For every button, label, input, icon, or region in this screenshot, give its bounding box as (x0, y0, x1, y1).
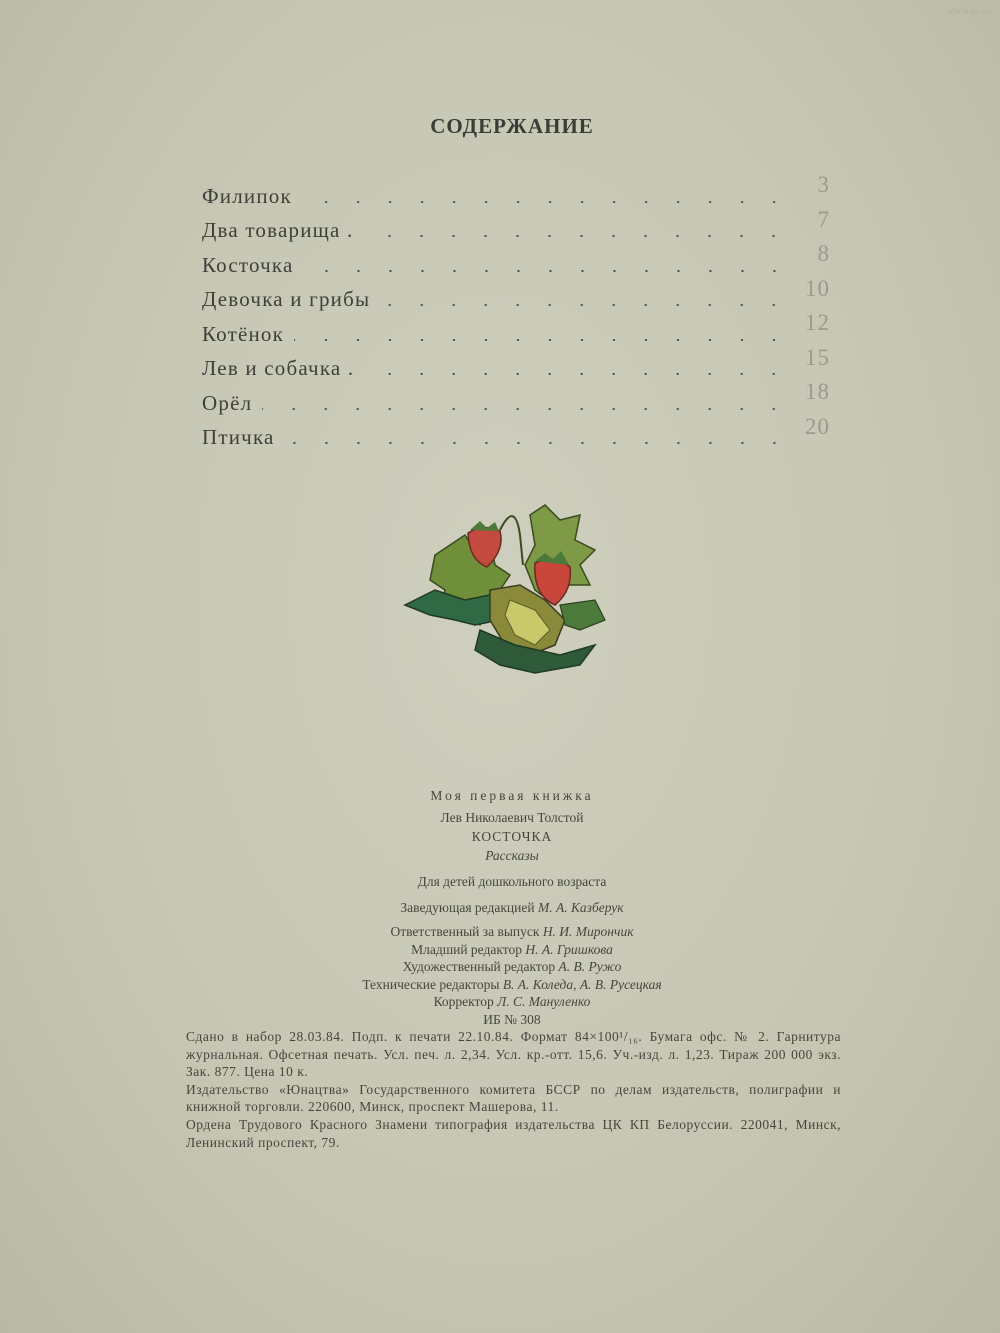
strawberry-illustration (395, 495, 620, 685)
toc-entry-page: 7 (817, 206, 830, 232)
publisher-info: Издательство «Юнацтва» Государственного комитета БССР по делам издательств, полиграфии и книжной торговли. 220600, Минск, проспект Машерова, 11. (186, 1081, 841, 1115)
staff-name: Н. И. Мирончик (542, 924, 634, 939)
dot-leader (304, 270, 790, 272)
toc-entry-title: Птичка (202, 425, 275, 449)
book-genre: Рассказы (485, 848, 539, 863)
dot-leader (294, 339, 790, 341)
toc-entry-page: 18 (805, 379, 830, 404)
staff-role: Ответственный за выпуск (390, 924, 540, 939)
publication-specs (186, 1028, 841, 1151)
toc-entry-title: Девочка и грибы (202, 287, 371, 311)
staff-entry (0, 941, 1000, 959)
author-name: Лев Николаевич Толстой (440, 810, 584, 825)
toc-entry-page: 8 (817, 241, 830, 266)
staff-role: Художественный редактор (402, 959, 556, 974)
toc-entry-title: Лев и собачка . (202, 356, 355, 380)
toc-entry-page: 10 (805, 275, 830, 301)
toc-entry-page: 15 (805, 344, 830, 370)
toc-entry (202, 241, 842, 282)
watermark: www.ay.by (947, 6, 992, 17)
staff-name: А. В. Ружо (558, 959, 622, 974)
toc-entry (202, 275, 842, 317)
editor-in-chief-name: М. А. Казберук (537, 900, 624, 915)
table-of-contents (202, 172, 842, 454)
print-specs: Сдано в набор 28.03.84. Подп. к печати 22.10.84. Формат 84×100¹/₁₆. Бумага офс. № 2. Гарнитура журнальная. Офсетная печать. Усл. печ. л. 2,34. Усл. кр.-отт. 15,6. Уч.-изд. л. 1,23. Тираж 200 000 экз. Зак. 877. Цена 10 к. (186, 1029, 841, 1080)
editor-in-chief-role: Заведующая редакцией (400, 900, 535, 915)
toc-entry (202, 379, 842, 420)
toc-entry (202, 413, 842, 455)
audience: Для детей дошкольного возраста (417, 874, 607, 889)
printer-info: Ордена Трудового Красного Знамени типография издательства ЦК КП Белоруссии. 220041, Минск, Ленинский проспект, 79. (186, 1116, 841, 1150)
toc-entry (202, 206, 842, 248)
toc-entry (202, 172, 842, 213)
toc-entry-page: 12 (805, 310, 830, 335)
toc-title: СОДЕРЖАНИЕ (430, 114, 594, 138)
staff-role: Корректор (433, 994, 494, 1009)
toc-entry-title: Орёл (202, 390, 253, 415)
dot-leader (364, 373, 790, 375)
editor-in-chief (0, 898, 1000, 917)
leaves (405, 505, 605, 673)
staff-list (0, 923, 1000, 1028)
dot-leader (285, 442, 790, 444)
toc-entry (202, 310, 842, 351)
series-name: Моя первая книжка (430, 788, 594, 803)
staff-entry (0, 958, 1000, 976)
dot-leader (262, 408, 790, 410)
imprint-block (0, 786, 1000, 1028)
toc-entry-page: 20 (805, 413, 830, 439)
toc-entry-title: Два товарища . (202, 218, 354, 242)
staff-entry (0, 976, 1000, 994)
toc-entry-title: Филипок (202, 183, 292, 208)
toc-entry-title: Косточка (202, 252, 294, 277)
staff-name: Н. А. Гришкова (525, 941, 613, 957)
staff-entry (0, 993, 1000, 1011)
staff-name: В. А. Коледа, А. В. Русецкая (502, 976, 662, 992)
dot-leader (380, 304, 790, 306)
toc-entry-page: 3 (817, 172, 830, 197)
toc-entry (202, 344, 842, 386)
book-title: КОСТОЧКА (471, 829, 553, 844)
toc-entry-title: Котёнок (202, 321, 285, 346)
staff-role: Младший редактор (411, 941, 522, 957)
ib-number: ИБ № 308 (483, 1011, 541, 1027)
staff-role: Технические редакторы (362, 976, 500, 992)
staff-entry (0, 923, 1000, 941)
staff-name: Л. С. Мануленко (497, 994, 591, 1009)
dot-leader (302, 201, 790, 203)
dot-leader (363, 235, 790, 237)
